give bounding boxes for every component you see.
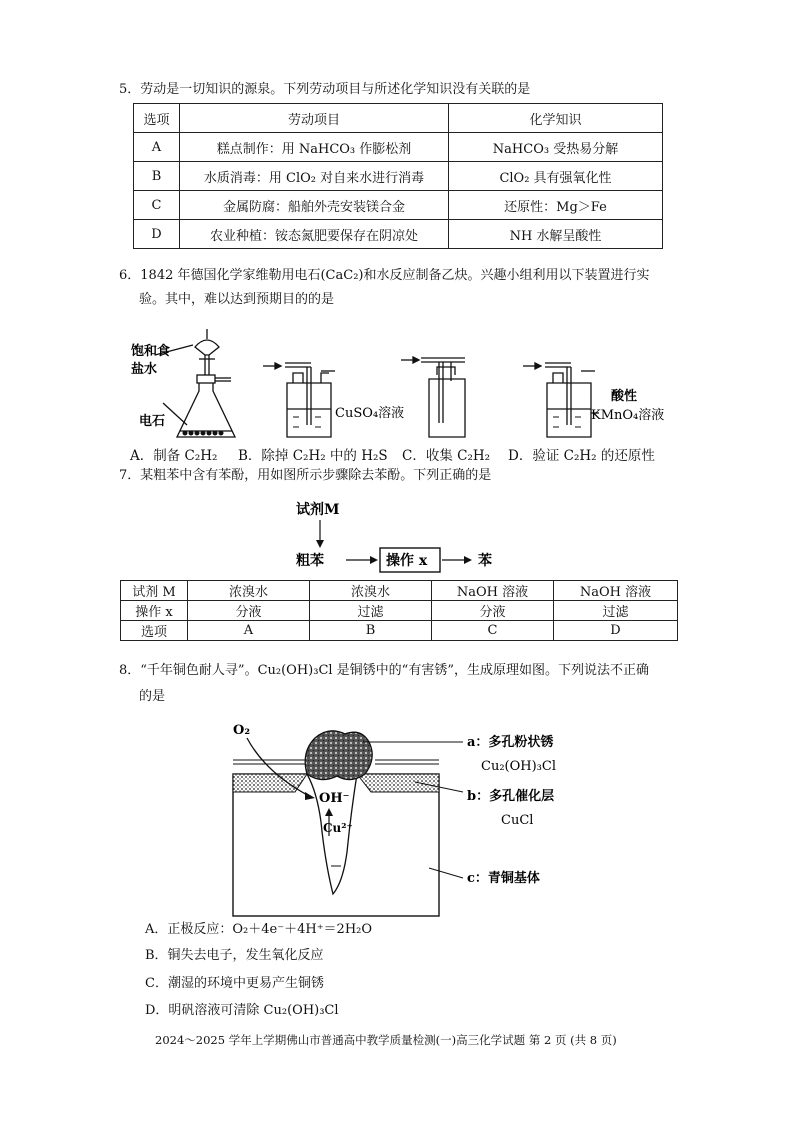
- q7-table: [120, 580, 678, 641]
- table-cell: 还原性：Mg＞Fe: [449, 191, 663, 220]
- q6-stem-line2: 验。其中，难以达到预期目的的是: [139, 292, 335, 307]
- label-b-formula: CuCl: [501, 813, 534, 828]
- q8-option-a: A．正极反应：O₂＋4e⁻＋4H⁺＝2H₂O: [145, 922, 373, 937]
- o2-label: O₂: [233, 723, 251, 738]
- label-acidic: 酸性: [611, 389, 638, 404]
- label-saturated-brine-1: 饱和食: [131, 344, 171, 359]
- q5-table: [133, 103, 663, 249]
- table-cell: NaOH 溶液: [432, 581, 554, 601]
- table-cell: 过滤: [554, 601, 678, 621]
- table-cell: B: [134, 162, 180, 191]
- porous-catalytic-layer-right: [357, 774, 439, 792]
- flow-reagent-m: 试剂M: [296, 502, 340, 518]
- q8-stem-line2: 的是: [139, 689, 166, 704]
- table-cell: 过滤: [310, 601, 432, 621]
- page-footer: 2024～2025 学年上学期佛山市普通高中教学质量检测(一)高三化学试题 第 2 页 (共 8 页): [155, 1033, 617, 1047]
- powdery-rust: [305, 731, 372, 780]
- label-a-formula: Cu₂(OH)₃Cl: [481, 759, 556, 774]
- table-row: [134, 220, 663, 249]
- table-row: [134, 162, 663, 191]
- table-row: [134, 191, 663, 220]
- q6-apparatus-figure: [125, 325, 685, 450]
- table-cell: NH 水解呈酸性: [449, 220, 663, 249]
- table-cell: 水质消毒：用 ClO₂ 对自来水进行消毒: [180, 162, 449, 191]
- q5-header-labor: 劳动项目: [180, 104, 449, 133]
- q8-option-c: C．潮湿的环境中更易产生铜锈: [145, 976, 324, 991]
- q6-option-b: B．除掉 C₂H₂ 中的 H₂S: [238, 448, 388, 464]
- q6-option-c: C．收集 C₂H₂: [402, 448, 491, 464]
- q6-option-a: A．制备 C₂H₂: [130, 448, 218, 464]
- label-a: a：多孔粉状锈: [467, 735, 554, 750]
- q5-header-option: 选项: [134, 104, 180, 133]
- q8-stem-line1: 8．“千年铜色耐人寻”。Cu₂(OH)₃Cl 是铜锈中的“有害锈”，生成原理如图。下列说法不正确: [119, 663, 649, 678]
- table-cell: 选项: [121, 621, 188, 641]
- table-cell: NaHCO₃ 受热易分解: [449, 133, 663, 162]
- table-row: [121, 621, 678, 641]
- label-calcium-carbide: 电石: [139, 414, 166, 429]
- q8-corrosion-diagram: [225, 712, 565, 920]
- apparatus-d-kmno4-bottle: [523, 363, 599, 437]
- table-cell: 分液: [188, 601, 310, 621]
- q7-stem: 7．某粗苯中含有苯酚，用如图所示步骤除去苯酚。下列正确的是: [119, 468, 492, 483]
- cu2-ion-label: Cu²⁺: [323, 821, 353, 835]
- table-cell: C: [432, 621, 554, 641]
- label-saturated-brine-2: 盐水: [131, 362, 158, 377]
- q6-stem-line1: 6．1842 年德国化学家维勒用电石(CaC₂)和水反应制备乙炔。兴趣小组利用以下装置进行实: [119, 268, 650, 283]
- table-cell: A: [188, 621, 310, 641]
- q7-flow-diagram: [290, 498, 510, 578]
- flow-crude-benzene: 粗苯: [296, 553, 324, 569]
- label-c: c：青铜基体: [467, 871, 540, 886]
- table-cell: NaOH 溶液: [554, 581, 678, 601]
- q6-option-d: D．验证 C₂H₂ 的还原性: [508, 448, 655, 464]
- table-row: [121, 601, 678, 621]
- q5-stem: 5．劳动是一切知识的源泉。下列劳动项目与所述化学知识没有关联的是: [119, 82, 531, 97]
- label-kmno4: KMnO₄溶液: [591, 408, 665, 423]
- label-cuso4: CuSO₄溶液: [335, 406, 405, 421]
- oh-ion-label: OH⁻: [319, 791, 350, 806]
- porous-catalytic-layer-left: [233, 774, 307, 792]
- table-cell: 金属防腐：船舶外壳安装镁合金: [180, 191, 449, 220]
- q8-option-d: D．明矾溶液可清除 Cu₂(OH)₃Cl: [145, 1003, 339, 1018]
- table-cell: C: [134, 191, 180, 220]
- table-cell: B: [310, 621, 432, 641]
- table-cell: D: [554, 621, 678, 641]
- apparatus-b-wash-bottle: [263, 363, 335, 437]
- apparatus-c-collection-bottle: [401, 357, 465, 437]
- table-cell: 浓溴水: [188, 581, 310, 601]
- table-cell: 浓溴水: [310, 581, 432, 601]
- table-row: [134, 104, 663, 133]
- flow-operation-x: 操作 x: [386, 553, 428, 569]
- table-cell: 糕点制作：用 NaHCO₃ 作膨松剂: [180, 133, 449, 162]
- table-cell: D: [134, 220, 180, 249]
- q8-option-b: B．铜失去电子，发生氧化反应: [145, 948, 324, 963]
- table-cell: 农业种植：铵态氮肥要保存在阴凉处: [180, 220, 449, 249]
- table-cell: 分液: [432, 601, 554, 621]
- table-row: [134, 133, 663, 162]
- table-row: [121, 581, 678, 601]
- table-cell: 试剂 M: [121, 581, 188, 601]
- flow-product-benzene: 苯: [478, 553, 492, 569]
- table-cell: A: [134, 133, 180, 162]
- label-b: b：多孔催化层: [467, 789, 555, 804]
- table-cell: 操作 x: [121, 601, 188, 621]
- table-cell: ClO₂ 具有强氧化性: [449, 162, 663, 191]
- q5-header-knowledge: 化学知识: [449, 104, 663, 133]
